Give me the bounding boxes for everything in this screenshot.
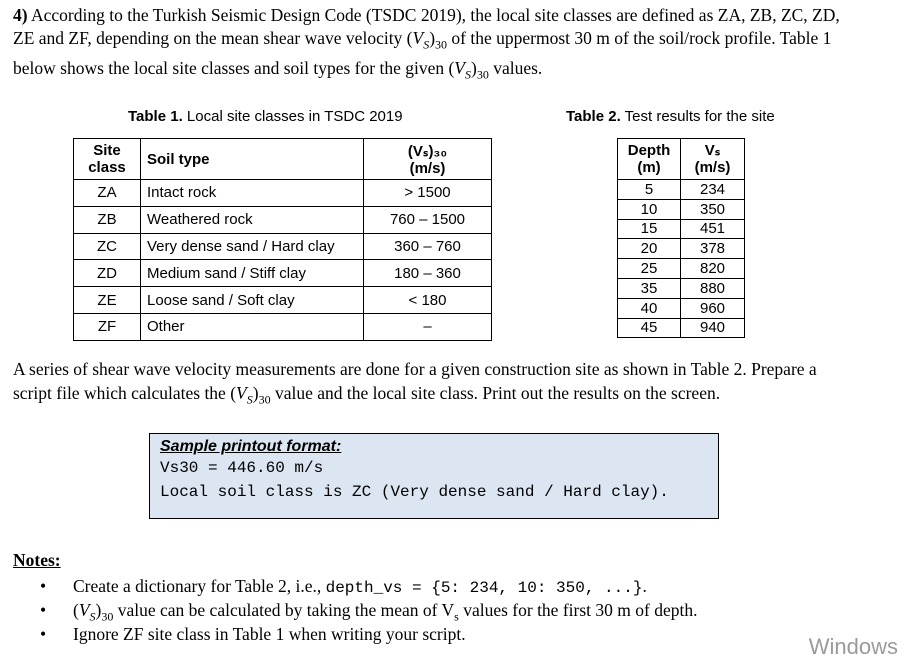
table1-caption-text: Local site classes in TSDC 2019 bbox=[182, 108, 403, 125]
intro-paragraph bbox=[13, 4, 893, 86]
note-item bbox=[40, 622, 697, 646]
header-text: (Vₛ)₃₀ bbox=[407, 142, 448, 160]
cell-depth: 25 bbox=[618, 259, 681, 279]
task-line-1: A series of shear wave velocity measurements are done for a given construction site as shown in Table 2. Prepare a bbox=[13, 359, 817, 379]
table2-caption-text: Test results for the site bbox=[620, 108, 775, 125]
table-row bbox=[618, 239, 745, 259]
cell-vs: 960 bbox=[681, 298, 745, 318]
vs-symbol: V bbox=[412, 28, 424, 48]
table-row bbox=[618, 259, 745, 279]
notes-title: Notes: bbox=[13, 550, 61, 570]
cell-depth: 35 bbox=[618, 278, 681, 298]
task-paragraph bbox=[13, 357, 893, 412]
cell-depth: 45 bbox=[618, 318, 681, 338]
header-text: (m) bbox=[637, 159, 661, 176]
cell-vs: 880 bbox=[681, 278, 745, 298]
cell-soil-type: Very dense sand / Hard clay bbox=[141, 233, 364, 260]
intro-line-3a: below shows the local site classes and soil types for the given ( bbox=[13, 57, 455, 78]
table-row bbox=[618, 278, 745, 298]
note-item: • $(V_S)_{30}$ value can be calculated by taking the mean of $V_s$ values for the first 30 m of depth. bbox=[40, 600, 698, 624]
task-paren: ) bbox=[252, 383, 259, 403]
cell-depth: 10 bbox=[618, 199, 681, 219]
cell-depth: 5 bbox=[618, 180, 681, 200]
cell-vs: 451 bbox=[681, 219, 745, 239]
bullet-icon: • bbox=[40, 576, 47, 596]
cell-vs: 820 bbox=[681, 259, 745, 279]
table-row bbox=[618, 180, 745, 200]
cell-vs30: < 180 bbox=[364, 287, 492, 314]
header-vs30 bbox=[364, 139, 492, 180]
vs-sub: S bbox=[246, 392, 253, 407]
cell-soil-type: Medium sand / Stiff clay bbox=[141, 260, 364, 287]
vs-sub: S bbox=[89, 609, 96, 624]
vs-sub: s bbox=[454, 609, 459, 624]
cell-site-class: ZE bbox=[74, 287, 141, 314]
task-line-2c: value and the local site class. Print out the results on the screen. bbox=[270, 383, 721, 403]
table1-caption-label: Table 1. bbox=[128, 108, 183, 125]
table-row bbox=[74, 313, 492, 340]
cell-site-class: ZA bbox=[74, 180, 141, 207]
test-results-table bbox=[617, 138, 745, 338]
table-row bbox=[74, 287, 492, 314]
table-row bbox=[74, 180, 492, 207]
intro-line-1: According to the Turkish Seismic Design Code (TSDC 2019), the local site classes are defined as ZA, ZB, ZC, ZD, bbox=[31, 5, 840, 25]
table-row bbox=[618, 199, 745, 219]
note-item bbox=[40, 574, 697, 598]
sub-30: 30 bbox=[476, 67, 489, 81]
note-text: Create a dictionary for Table 2, i.e., bbox=[73, 576, 326, 596]
table1-caption bbox=[128, 108, 403, 125]
intro-line-2a: ZE and ZF, depending on the mean shear wave velocity ( bbox=[13, 28, 413, 48]
cell-vs: 234 bbox=[681, 180, 745, 200]
header-text: Site bbox=[93, 142, 121, 159]
sample-printout-box bbox=[149, 433, 719, 519]
windows-watermark: Windows bbox=[808, 634, 898, 659]
header-text: (m/s) bbox=[694, 159, 731, 176]
cell-vs30: 760 – 1500 bbox=[364, 206, 492, 233]
header-site-class bbox=[74, 139, 141, 180]
bullet-icon: • bbox=[40, 624, 47, 644]
note-text: Ignore ZF site class in Table 1 when writing your script. bbox=[73, 624, 466, 644]
note-text: . bbox=[642, 576, 647, 596]
cell-vs: 940 bbox=[681, 318, 745, 338]
table-header-row bbox=[618, 139, 745, 180]
cell-site-class: ZF bbox=[74, 313, 141, 340]
cell-vs30: – bbox=[364, 313, 492, 340]
task-line-2a: script file which calculates the ( bbox=[13, 383, 237, 403]
cell-site-class: ZC bbox=[74, 233, 141, 260]
cell-soil-type: Weathered rock bbox=[141, 206, 364, 233]
header-depth bbox=[618, 139, 681, 180]
note-text: values for the first 30 m of depth. bbox=[458, 600, 698, 620]
sub-30: 30 bbox=[101, 609, 114, 624]
bullet-icon: • bbox=[40, 600, 47, 620]
header-text: Depth bbox=[627, 142, 671, 159]
intro-line-2c: of the uppermost 30 m of the soil/rock profile. Table 1 bbox=[447, 28, 832, 48]
vs-symbol: V bbox=[454, 57, 465, 78]
sub-30: 30 bbox=[258, 392, 271, 407]
table2-caption-label: Table 2. bbox=[566, 108, 621, 125]
cell-vs30: 180 – 360 bbox=[364, 260, 492, 287]
table-header-row bbox=[74, 139, 492, 180]
vs-sub: S bbox=[465, 67, 471, 81]
cell-depth: 20 bbox=[618, 239, 681, 259]
header-vs bbox=[681, 139, 745, 180]
intro-paren: ) bbox=[471, 57, 477, 78]
cell-vs: 350 bbox=[681, 199, 745, 219]
cell-depth: 40 bbox=[618, 298, 681, 318]
sample-line-1: Vs30 = 446.60 m/s bbox=[160, 459, 324, 477]
cell-soil-type: Loose sand / Soft clay bbox=[141, 287, 364, 314]
table-row bbox=[74, 206, 492, 233]
header-text: (m/s) bbox=[409, 159, 446, 177]
note-text: value can be calculated by taking the mean of V bbox=[113, 600, 455, 620]
cell-vs30: 360 – 760 bbox=[364, 233, 492, 260]
note-text: ) bbox=[95, 600, 102, 620]
table-row bbox=[74, 260, 492, 287]
vs-symbol: V bbox=[78, 600, 90, 620]
vs-sub: S bbox=[423, 37, 430, 52]
intro-line-3c: values. bbox=[488, 57, 543, 78]
sub-30: 30 bbox=[435, 37, 448, 52]
header-text: Vₛ bbox=[704, 142, 721, 159]
table-row bbox=[618, 219, 745, 239]
table2-caption bbox=[566, 108, 775, 125]
sample-title: Sample printout format: bbox=[160, 438, 342, 455]
cell-site-class: ZD bbox=[74, 260, 141, 287]
question-number: 4) bbox=[13, 5, 28, 25]
note-code: depth_vs = {5: 234, 10: 350, ...} bbox=[325, 579, 643, 597]
sample-line-2: Local soil class is ZC (Very dense sand / Hard clay). bbox=[160, 483, 669, 501]
cell-soil-type: Intact rock bbox=[141, 180, 364, 207]
cell-vs: 378 bbox=[681, 239, 745, 259]
table-row bbox=[618, 298, 745, 318]
cell-site-class: ZB bbox=[74, 206, 141, 233]
header-text: class bbox=[88, 159, 126, 176]
cell-vs30: > 1500 bbox=[364, 180, 492, 207]
vs-symbol: V bbox=[236, 383, 247, 403]
table-row bbox=[74, 233, 492, 260]
notes-list bbox=[40, 574, 697, 646]
intro-paren: ) bbox=[429, 28, 436, 48]
site-class-table bbox=[73, 138, 492, 341]
cell-depth: 15 bbox=[618, 219, 681, 239]
header-soil-type: Soil type bbox=[141, 139, 364, 180]
table-row bbox=[618, 318, 745, 338]
cell-soil-type: Other bbox=[141, 313, 364, 340]
